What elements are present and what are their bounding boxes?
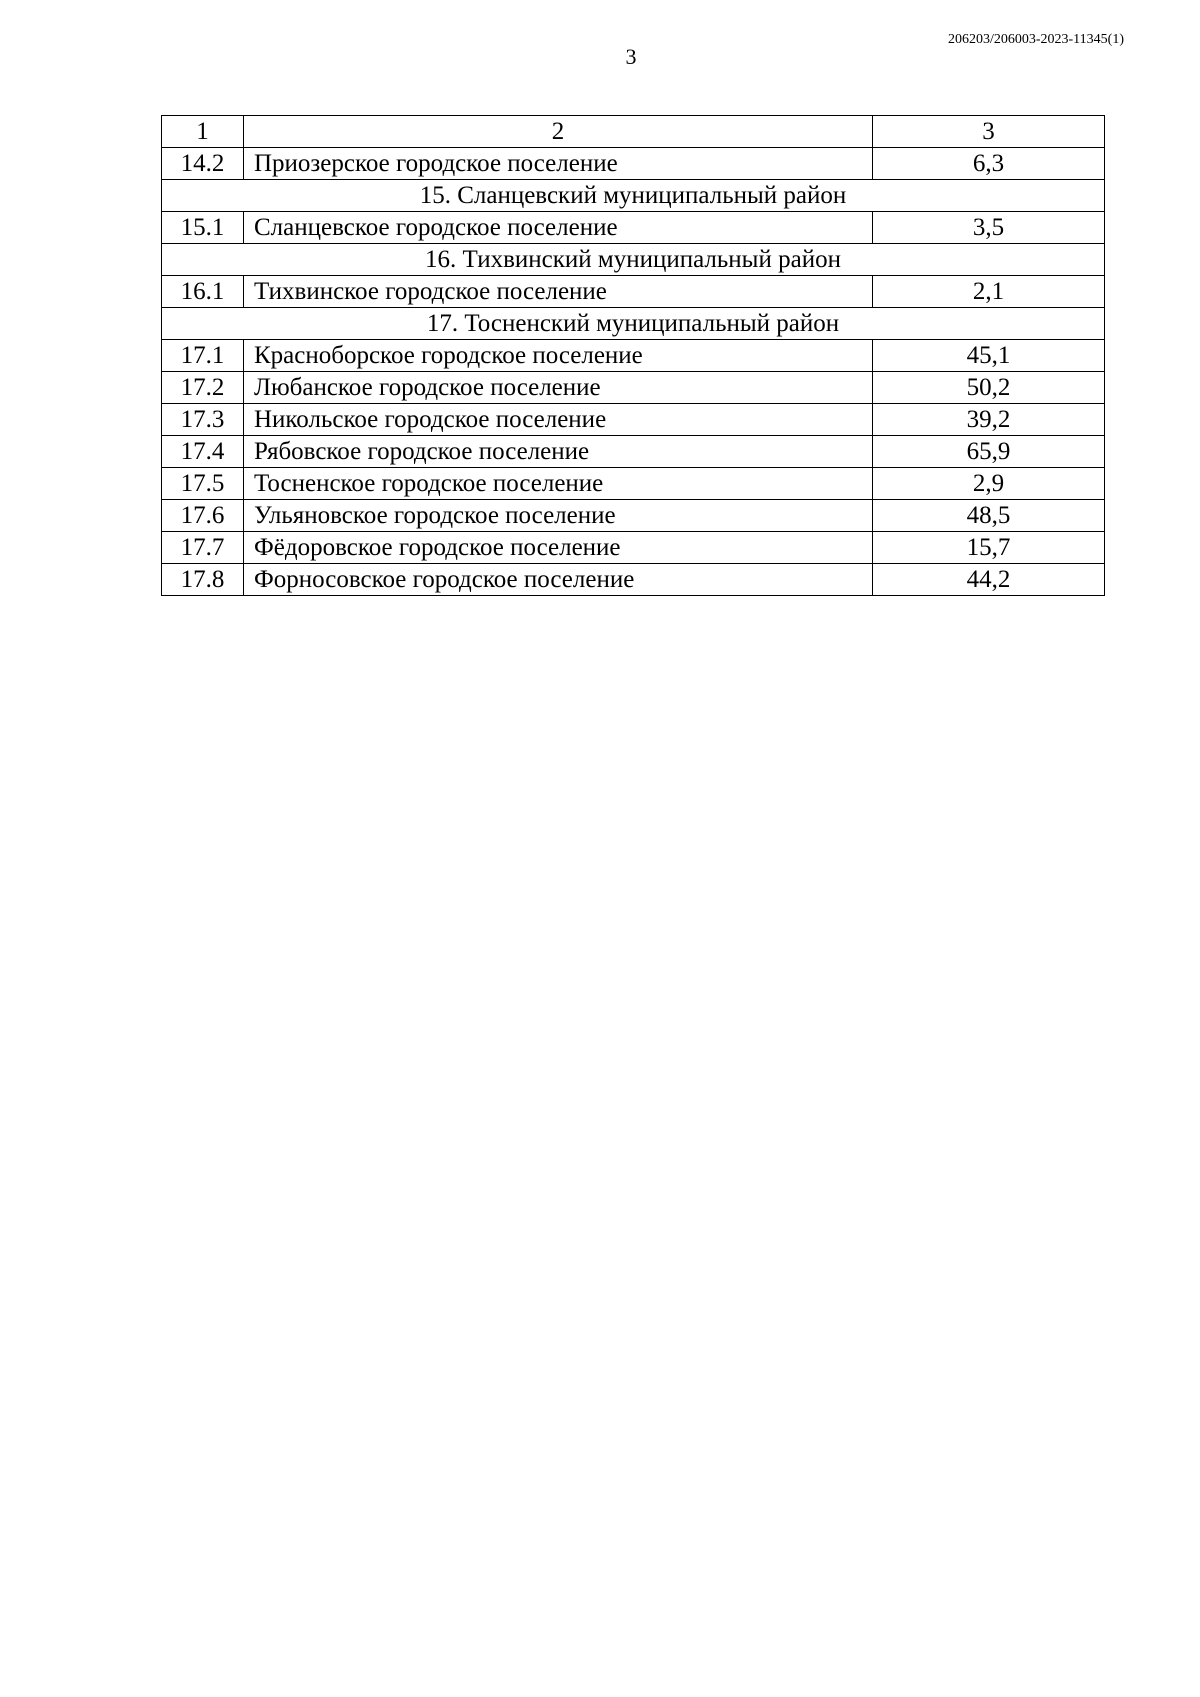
row-number-cell: 17.6 [162, 500, 244, 532]
value-cell: 2,9 [873, 468, 1105, 500]
value-cell: 48,5 [873, 500, 1105, 532]
table-row [162, 212, 1105, 244]
value-cell: 50,2 [873, 372, 1105, 404]
table-row [162, 148, 1105, 180]
table-row [162, 564, 1105, 596]
settlement-name-cell: Рябовское городское поселение [244, 436, 873, 468]
settlement-name-cell: Фёдоровское городское поселение [244, 532, 873, 564]
section-row [162, 308, 1105, 340]
settlements-table [161, 115, 1105, 596]
table-row [162, 276, 1105, 308]
settlement-name-cell: Сланцевское городское поселение [244, 212, 873, 244]
page-number: 3 [625, 44, 637, 69]
section-row [162, 180, 1105, 212]
header-cell-name: 2 [244, 116, 873, 148]
row-number-cell: 15.1 [162, 212, 244, 244]
row-number-cell: 17.8 [162, 564, 244, 596]
settlement-name-cell: Тихвинское городское поселение [244, 276, 873, 308]
value-cell: 6,3 [873, 148, 1105, 180]
row-number-cell: 17.4 [162, 436, 244, 468]
table-row [162, 340, 1105, 372]
table-row [162, 468, 1105, 500]
table-row [162, 500, 1105, 532]
settlement-name-cell: Приозерское городское поселение [244, 148, 873, 180]
row-number-cell: 17.3 [162, 404, 244, 436]
settlement-name-cell: Форносовское городское поселение [244, 564, 873, 596]
row-number-cell: 17.2 [162, 372, 244, 404]
section-title: 17. Тосненский муниципальный район [162, 308, 1105, 340]
value-cell: 45,1 [873, 340, 1105, 372]
header-cell-value: 3 [873, 116, 1105, 148]
value-cell: 39,2 [873, 404, 1105, 436]
settlement-name-cell: Любанское городское поселение [244, 372, 873, 404]
value-cell: 3,5 [873, 212, 1105, 244]
table-body [162, 116, 1105, 596]
settlement-name-cell: Тосненское городское поселение [244, 468, 873, 500]
section-row [162, 244, 1105, 276]
row-number-cell: 17.5 [162, 468, 244, 500]
table-row [162, 372, 1105, 404]
document-id: 206203/206003-2023-11345(1) [947, 32, 1124, 47]
value-cell: 2,1 [873, 276, 1105, 308]
section-title: 16. Тихвинский муниципальный район [162, 244, 1105, 276]
table-header-row [162, 116, 1105, 148]
settlement-name-cell: Никольское городское поселение [244, 404, 873, 436]
value-cell: 15,7 [873, 532, 1105, 564]
settlement-name-cell: Красноборское городское поселение [244, 340, 873, 372]
value-cell: 44,2 [873, 564, 1105, 596]
table-row [162, 436, 1105, 468]
header-cell-num: 1 [162, 116, 244, 148]
section-title: 15. Сланцевский муниципальный район [162, 180, 1105, 212]
value-cell: 65,9 [873, 436, 1105, 468]
row-number-cell: 16.1 [162, 276, 244, 308]
table-row [162, 404, 1105, 436]
row-number-cell: 17.7 [162, 532, 244, 564]
table-row [162, 532, 1105, 564]
settlement-name-cell: Ульяновское городское поселение [244, 500, 873, 532]
row-number-cell: 14.2 [162, 148, 244, 180]
row-number-cell: 17.1 [162, 340, 244, 372]
